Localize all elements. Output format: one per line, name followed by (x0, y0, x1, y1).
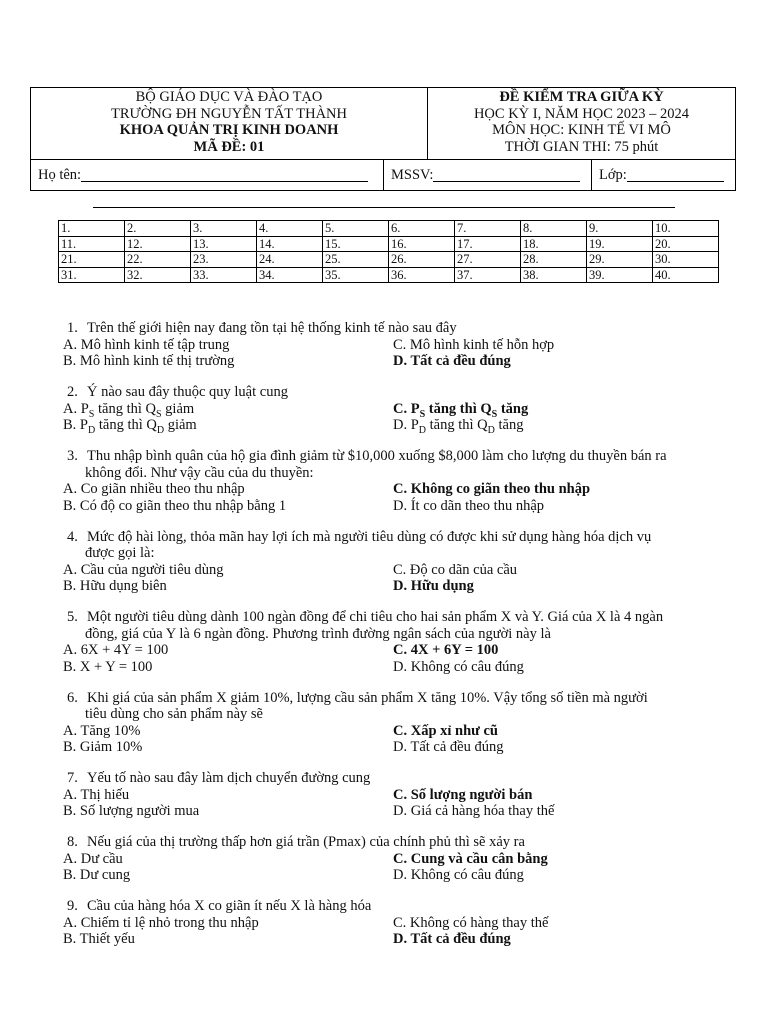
question-stem: Thu nhập bình quân của hộ gia đình giảm từ $10,000 xuống $8,000 làm cho lượng du thuyền bán ra (87, 448, 667, 464)
question-text (63, 448, 718, 465)
answer-option[interactable]: B. Thiết yếu (63, 931, 135, 947)
answer-option[interactable]: C. Mô hình kinh tế hỗn hợp (393, 336, 555, 353)
answer-cell[interactable]: 38. (521, 267, 587, 283)
answer-cell[interactable]: 29. (587, 252, 653, 268)
answer-option[interactable]: C. Độ co dãn của cầu (393, 561, 518, 578)
mssv-blank[interactable] (433, 169, 580, 182)
question-text (63, 834, 718, 851)
answer-option[interactable]: D. Không có câu đúng (393, 658, 524, 675)
answer-row (59, 252, 719, 268)
answer-cell[interactable]: 32. (125, 267, 191, 283)
question-item (63, 770, 718, 820)
question-stem-continued: đồng, giá của Y là 6 ngàn đồng. Phương trình đường ngân sách của người này là (85, 625, 551, 642)
options-grid (63, 401, 718, 434)
options-grid (63, 562, 718, 595)
question-item (63, 834, 718, 884)
answer-cell[interactable]: 8. (521, 221, 587, 237)
separator-line (93, 207, 675, 208)
exam-code: MÃ ĐỀ: 01 (193, 138, 265, 155)
name-label: Họ tên: (38, 166, 82, 183)
answer-cell[interactable]: 28. (521, 252, 587, 268)
answer-cell[interactable]: 30. (653, 252, 719, 268)
question-number: 5. (67, 609, 78, 625)
question-text (63, 609, 718, 626)
answer-cell[interactable]: 40. (653, 267, 719, 283)
answer-cell[interactable]: 11. (59, 236, 125, 252)
exam-duration: THỜI GIAN THI: 75 phút (504, 138, 659, 155)
answer-cell[interactable]: 15. (323, 236, 389, 252)
answer-cell[interactable]: 5. (323, 221, 389, 237)
question-number: 6. (67, 689, 78, 706)
question-item (63, 384, 718, 434)
divider (383, 160, 384, 190)
question-number: 2. (67, 384, 78, 400)
question-stem: Ý nào sau đây thuộc quy luật cung (87, 384, 288, 400)
answer-cell[interactable]: 9. (587, 221, 653, 237)
answer-option[interactable]: B. Giảm 10% (63, 739, 143, 755)
answer-option[interactable]: B. X + Y = 100 (63, 658, 153, 675)
question-item (63, 529, 718, 595)
question-number: 4. (67, 528, 78, 545)
answer-option[interactable]: A. Thị hiếu (63, 786, 130, 803)
answer-row (59, 267, 719, 283)
question-text (63, 770, 718, 787)
question-stem: Nếu giá của thị trường thấp hơn giá trần (Pmax) của chính phủ thì sẽ xảy ra (87, 834, 525, 850)
question-number: 1. (67, 320, 78, 336)
answer-option[interactable]: B. Số lượng người mua (63, 803, 200, 819)
options-grid (63, 723, 718, 756)
question-item (63, 609, 718, 675)
answer-cell[interactable]: 13. (191, 236, 257, 252)
question-item (63, 320, 718, 370)
answer-cell[interactable]: 26. (389, 252, 455, 268)
question-stem: Một người tiêu dùng dành 100 ngàn đồng để chi tiêu cho hai sản phẩm X và Y. Giá của X là 4 ngàn (87, 609, 664, 625)
options-grid (63, 851, 718, 884)
answer-option[interactable]: A. Dư cầu (63, 850, 123, 867)
mssv-label: MSSV: (391, 166, 434, 183)
answer-option-correct[interactable]: C. 4X + 6Y = 100 (393, 642, 499, 658)
answer-option[interactable]: D. Giá cả hàng hóa thay thế (393, 803, 555, 819)
answer-cell[interactable]: 10. (653, 221, 719, 237)
answer-option-correct[interactable]: C. Xấp xỉ như cũ (393, 722, 498, 739)
semester: HỌC KỲ I, NĂM HỌC 2023 – 2024 (473, 105, 690, 122)
question-item (63, 690, 718, 756)
question-stem: Khi giá của sản phẩm X giảm 10%, lượng cầu sản phẩm X tăng 10%. Vậy tổng số tiền mà người (87, 689, 648, 706)
options-grid (63, 337, 718, 370)
question-text (63, 690, 718, 707)
answer-cell[interactable]: 24. (257, 252, 323, 268)
answer-option-correct[interactable]: D. Tất cả đều đúng (393, 931, 511, 947)
answer-option[interactable]: B. Dư cung (63, 867, 131, 883)
question-number: 8. (67, 834, 78, 850)
answer-option[interactable]: A. Cầu của người tiêu dùng (63, 561, 224, 578)
answer-cell[interactable]: 7. (455, 221, 521, 237)
answer-cell[interactable]: 12. (125, 236, 191, 252)
answer-cell[interactable]: 31. (59, 267, 125, 283)
answer-cell[interactable]: 4. (257, 221, 323, 237)
answer-cell[interactable]: 17. (455, 236, 521, 252)
answer-cell[interactable]: 19. (587, 236, 653, 252)
class-field[interactable] (599, 160, 724, 190)
answer-cell[interactable]: 20. (653, 236, 719, 252)
options-grid (63, 915, 718, 948)
answer-row (59, 221, 719, 237)
question-text (63, 320, 718, 337)
answer-cell[interactable]: 1. (59, 221, 125, 237)
options-grid (63, 481, 718, 514)
answer-option[interactable]: D. $P_D$ tăng thì $Q_D$ tăng (393, 417, 524, 436)
question-number: 3. (67, 448, 78, 464)
answer-option[interactable]: B. Có độ co giãn theo thu nhập bằng 1 (63, 497, 287, 514)
answer-option-correct[interactable]: D. Tất cả đều đúng (393, 353, 511, 369)
answer-option-correct[interactable]: D. Hữu dụng (393, 578, 474, 594)
question-stem: Trên thế giới hiện nay đang tồn tại hệ thống kinh tế nào sau đây (87, 320, 457, 336)
question-stem-continued: được gọi là: (85, 545, 155, 561)
question-stem: Yếu tố nào sau đây làm dịch chuyển đường cung (87, 770, 371, 786)
faculty-name: KHOA QUẢN TRỊ KINH DOANH (119, 122, 339, 138)
answer-option[interactable]: A. Co giãn nhiều theo thu nhập (63, 481, 245, 497)
question-stem-continued: không đổi. Như vậy cầu của du thuyền: (85, 464, 314, 481)
answer-option[interactable]: A. Chiếm tỉ lệ nhỏ trong thu nhập (63, 914, 259, 931)
exam-header (30, 87, 736, 160)
name-blank[interactable] (81, 169, 368, 182)
answer-cell[interactable]: 21. (59, 252, 125, 268)
answer-cell[interactable]: 16. (389, 236, 455, 252)
answer-cell[interactable]: 2. (125, 221, 191, 237)
answer-option[interactable]: D. Ít co dãn theo thu nhập (393, 497, 545, 514)
answer-cell[interactable]: 36. (389, 267, 455, 283)
exam-info-block (428, 89, 735, 155)
answer-option-correct[interactable]: C. Số lượng người bán (393, 786, 533, 803)
question-list (63, 320, 718, 962)
ministry-name: BỘ GIÁO DỤC VÀ ĐÀO TẠO (135, 89, 323, 105)
answer-option[interactable]: B. Hữu dụng biên (63, 578, 167, 594)
answer-option[interactable]: A. $P_S$ tăng thì $Q_S$ giảm (63, 400, 195, 420)
answer-cell[interactable]: 18. (521, 236, 587, 252)
institution-block (31, 89, 427, 155)
answer-cell[interactable]: 37. (455, 267, 521, 283)
answer-cell[interactable]: 35. (323, 267, 389, 283)
question-text (63, 529, 718, 546)
answer-cell[interactable]: 6. (389, 221, 455, 237)
divider (591, 160, 592, 190)
answer-option-correct[interactable]: C. Không co giãn theo thu nhập (393, 481, 591, 497)
answer-cell[interactable]: 33. (191, 267, 257, 283)
answer-option-correct[interactable]: C. $P_S$ tăng thì $Q_S$ tăng (393, 400, 529, 420)
answer-option[interactable]: B. $P_D$ tăng thì $Q_D$ giảm (63, 417, 197, 436)
question-item (63, 898, 718, 948)
answer-cell[interactable]: 23. (191, 252, 257, 268)
answer-cell[interactable]: 39. (587, 267, 653, 283)
mssv-field[interactable] (391, 160, 580, 190)
answer-cell[interactable]: 34. (257, 267, 323, 283)
answer-option[interactable]: D. Không có câu đúng (393, 867, 524, 883)
question-item (63, 448, 718, 514)
question-stem: Cầu của hàng hóa X co giãn ít nếu X là hàng hóa (87, 898, 372, 914)
answer-cell[interactable]: 14. (257, 236, 323, 252)
answer-cell[interactable]: 25. (323, 252, 389, 268)
answer-grid (58, 220, 719, 283)
question-number: 7. (67, 770, 78, 786)
options-grid (63, 642, 718, 675)
question-text (63, 384, 718, 401)
answer-cell[interactable]: 3. (191, 221, 257, 237)
answer-option[interactable]: B. Mô hình kinh tế thị trường (63, 353, 235, 369)
options-grid (63, 787, 718, 820)
answer-option[interactable]: D. Tất cả đều đúng (393, 739, 504, 755)
answer-cell[interactable]: 27. (455, 252, 521, 268)
subject: MÔN HỌC: KINH TẾ VI MÔ (492, 122, 671, 138)
question-text (63, 898, 718, 915)
answer-option[interactable]: A. Mô hình kinh tế tập trung (63, 336, 230, 353)
answer-row (59, 236, 719, 252)
answer-option[interactable]: C. Không có hàng thay thế (393, 914, 549, 931)
answer-option-correct[interactable]: C. Cung và cầu cân bằng (393, 850, 548, 867)
exam-title: ĐỀ KIỂM TRA GIỮA KỲ (499, 89, 664, 105)
answer-option[interactable]: A. Tăng 10% (63, 722, 141, 739)
answer-option[interactable]: A. 6X + 4Y = 100 (63, 642, 169, 658)
question-stem-continued: tiêu dùng cho sản phẩm này sẽ (85, 706, 263, 722)
question-stem: Mức độ hài lòng, thỏa mãn hay lợi ích mà người tiêu dùng có được khi sử dụng hàng hóa dịch vụ (87, 528, 652, 545)
answer-cell[interactable]: 22. (125, 252, 191, 268)
class-label: Lớp: (599, 166, 627, 183)
name-field[interactable] (38, 160, 368, 190)
class-blank[interactable] (627, 169, 724, 182)
university-name: TRƯỜNG ĐH NGUYỄN TẤT THÀNH (111, 105, 347, 122)
question-number: 9. (67, 898, 78, 914)
student-info-row (30, 160, 736, 191)
